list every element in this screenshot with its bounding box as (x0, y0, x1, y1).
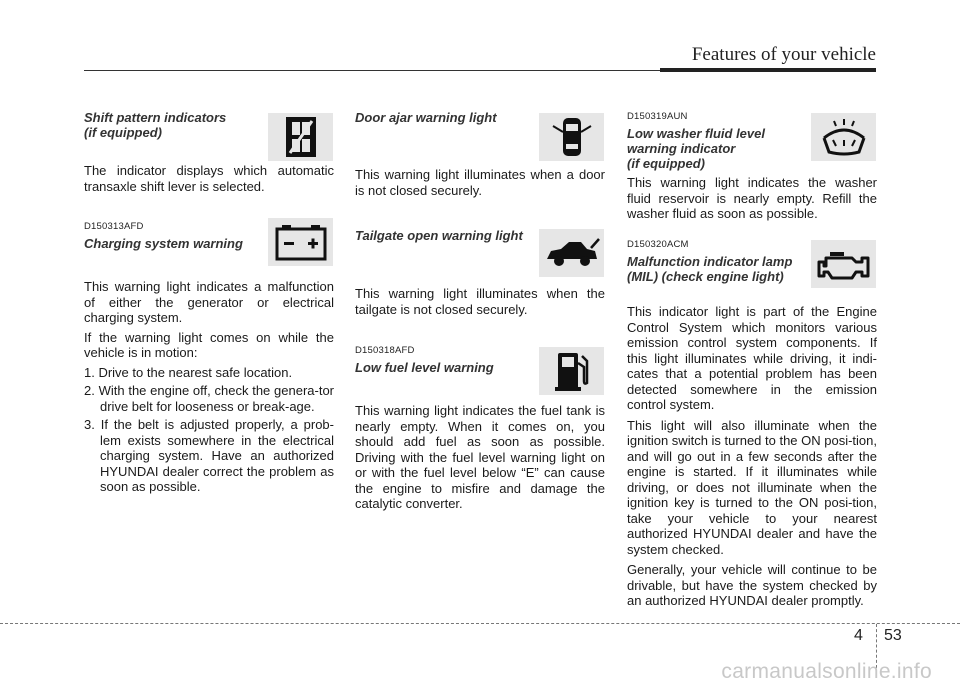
section-title: Tailgate open warning light (355, 228, 523, 243)
battery-icon (268, 218, 333, 266)
section-body: If the warning light comes on while the vehicle is in motion: (84, 329, 334, 360)
list-item: 3. If the belt is adjusted properly, a prob-lem exists somewhere in the electrical charging system. Have an authorized HYUNDAI dealer correct the problem as soon as possible. (84, 417, 334, 494)
section-code: D150313AFD (84, 221, 144, 232)
section-body: This warning light illuminates when a door is not closed securely. (355, 167, 605, 198)
section-body: The indicator displays which automatic transaxle shift lever is selected. (84, 163, 334, 194)
section-body: Generally, your vehicle will continue to be drivable, but have the system checked by an authorized HYUNDAI dealer promptly. (627, 562, 877, 608)
section-title: Shift pattern indicators (if equipped) (84, 110, 227, 140)
section-title: Charging system warning (84, 236, 243, 251)
door-ajar-icon (539, 113, 604, 161)
section-body: This warning light indicates the washer fluid reservoir is nearly empty. Refill the washer fluid as soon as possible. (627, 175, 877, 221)
check-engine-icon (811, 240, 876, 288)
section-body: This warning light indicates the fuel tank is nearly empty. When it comes on, you should add fuel as soon as possible. Driving with the fuel level warning light on or with the fuel level below “E” can cause the engine to misfire and damage the catalytic converter. (355, 403, 605, 511)
list-item: 2. With the engine off, check the genera-tor drive belt for looseness or break-age. (84, 383, 334, 414)
section-title: Low washer fluid level warning indicator (if equipped) (627, 126, 765, 171)
section-body: This indicator light is part of the Engine Control System which monitors various emission control system components. If this light illuminates while driving, it indi-cates that a potential problem has been detected somewhere in the emission control system. (627, 304, 877, 412)
washer-fluid-icon (811, 113, 876, 161)
section-code: D150320ACM (627, 239, 689, 250)
fuel-pump-icon (539, 347, 604, 395)
page-header-title: Features of your vehicle (691, 44, 876, 65)
header-accent-bar (660, 68, 876, 72)
section-body: This warning light indicates a malfunction of either the generator or electrical charging system. (84, 279, 334, 325)
section-title: Door ajar warning light (355, 110, 497, 125)
footer-divider (0, 623, 960, 624)
section-body: This warning light illuminates when the tailgate is not closed securely. (355, 286, 605, 317)
instruction-list (84, 365, 334, 495)
section-body: This light will also illuminate when the ignition switch is turned to the ON posi-tion, and will go out in a few seconds after the engine is started. If it illuminates while driving, or does not illuminate when the ignition key is turned to the ON posi-tion, take your vehicle to your nearest authorized HYUNDAI dealer and have the system checked. (627, 417, 878, 557)
section-title: Low fuel level warning (355, 360, 494, 375)
section-code: D150318AFD (355, 345, 415, 356)
page-number: 53 (884, 627, 902, 644)
shift-pattern-icon (268, 113, 333, 161)
mil-section (627, 239, 877, 609)
watermark: carmanualsonline.info (721, 660, 932, 683)
section-title: Malfunction indicator lamp (MIL) (check engine light) (627, 254, 793, 284)
section-code: D150319AUN (627, 111, 688, 122)
chapter-number: 4 (854, 627, 863, 644)
tailgate-open-icon (539, 229, 604, 277)
list-item: 1. Drive to the nearest safe location. (84, 364, 293, 380)
